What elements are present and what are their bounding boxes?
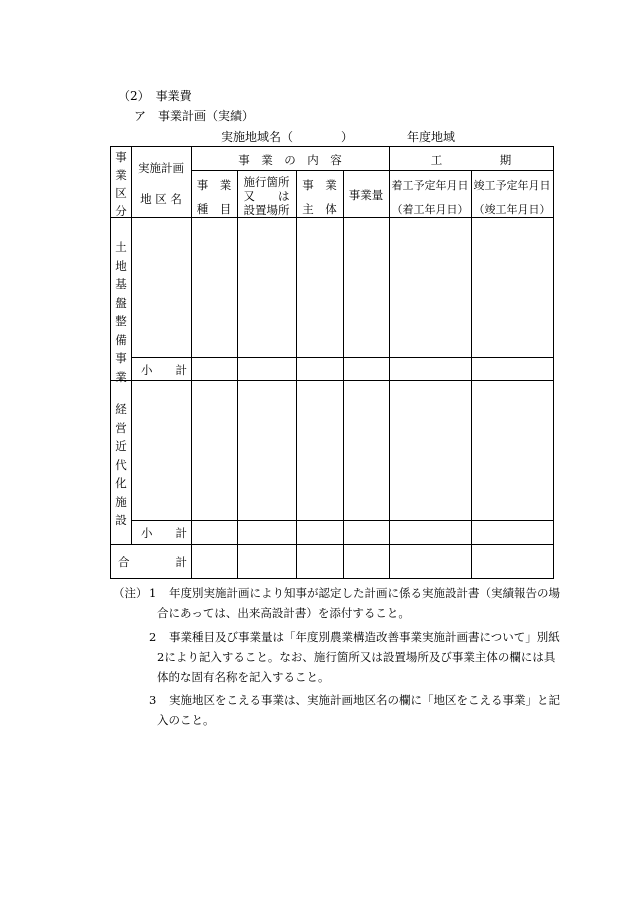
header-location-line1: 施行箇所 <box>243 175 290 189</box>
header-location-line3: 設置場所 <box>243 203 290 217</box>
header-plan-area-bottom: 地 区 名 <box>140 192 182 206</box>
note-3-number: 3 <box>149 693 157 707</box>
header-start-bottom: （着工年月日） <box>391 203 469 216</box>
row-category-facility: 経営近代化施設 <box>115 402 127 527</box>
total-label: 合 計 <box>118 555 187 569</box>
note-1-line1: 年度別実施計画により知事が認定した計画に係る実施設計書（実績報告の場 <box>169 586 560 600</box>
row-category-land: 土地基盤整備事業 <box>115 240 127 384</box>
note-1-line2: 合にあっては、出来高設計書）を添付すること。 <box>157 606 410 620</box>
header-plan-area-top: 実施計画 <box>138 161 184 175</box>
note-2-line2: 2により記入すること。なお、施行箇所又は設置場所及び事業主体の欄には具 <box>157 650 556 664</box>
note-2-number: 2 <box>149 630 157 644</box>
area-line: 実施地域名（ ） 年度地域 <box>221 130 456 144</box>
header-location-line2: 又 は <box>243 189 290 203</box>
header-content-group: 事 業 の 内 容 <box>238 153 342 167</box>
header-volume: 事業量 <box>348 188 384 202</box>
sub-heading: ア 事業計画（実績） <box>134 109 255 123</box>
header-category: 事業区分 <box>115 150 127 218</box>
note-3-line1: 実施地区をこえる事業は、実施計画地区名の欄に「地区をこえる事業」と記 <box>169 693 560 707</box>
note-1-number: 1 <box>149 586 157 600</box>
header-type-top: 事 業 <box>196 178 232 192</box>
subtotal-label-1: 小 計 <box>141 363 187 377</box>
note-2-line3: 体的な固有名称を記入すること。 <box>157 670 330 684</box>
header-body-bottom: 主 体 <box>302 202 337 216</box>
header-start-top: 着工予定年月日 <box>391 179 469 192</box>
note-2-line1: 事業種目及び事業量は「年度別農業構造改善事業実施計画書について」別紙 <box>169 630 560 644</box>
header-type-bottom: 種 目 <box>196 202 232 216</box>
subtotal-label-2: 小 計 <box>141 526 187 540</box>
header-body-top: 事 業 <box>302 178 337 192</box>
header-end-bottom: （竣工年月日） <box>473 203 551 216</box>
notes-prefix: （注） <box>113 586 148 600</box>
header-end-top: 竣工予定年月日 <box>473 179 551 192</box>
section-heading: （2） 事業費 <box>118 89 192 103</box>
header-period-group: 工 期 <box>430 153 512 167</box>
note-3-line2: 入のこと。 <box>157 713 215 727</box>
